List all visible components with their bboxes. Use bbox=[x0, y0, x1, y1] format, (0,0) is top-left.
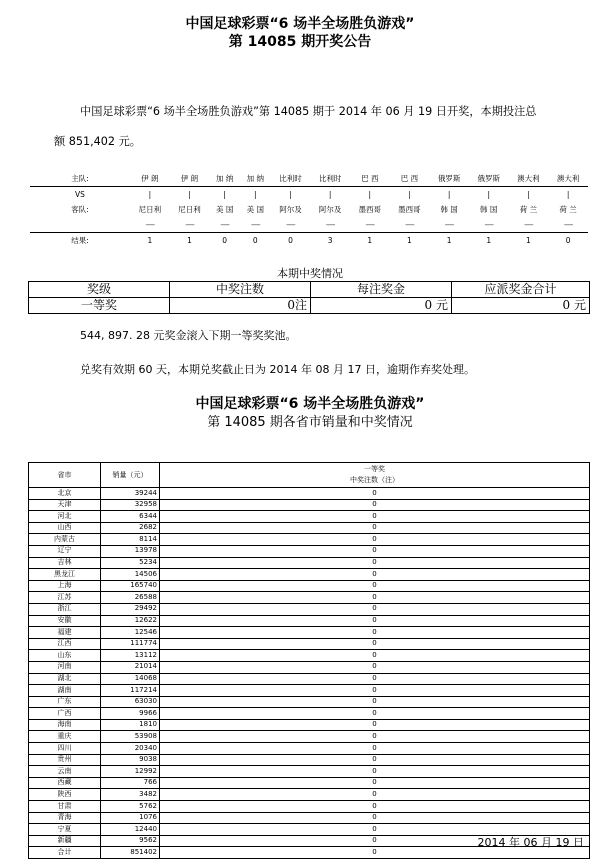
match-label-result: 结果: bbox=[71, 236, 89, 245]
match-vs-12: | bbox=[566, 190, 570, 199]
province-prize-count: 0 bbox=[160, 650, 590, 662]
match-label-home: 主队: bbox=[30, 171, 130, 187]
match-dash-7: ----- bbox=[350, 217, 390, 233]
match-result-5: 0 bbox=[288, 236, 293, 245]
province-prize-count: 0 bbox=[160, 638, 590, 650]
match-dash-8: ----- bbox=[390, 217, 430, 233]
match-dash-10: ----- bbox=[469, 217, 509, 233]
prize-header-count: 中奖注数 bbox=[170, 282, 311, 298]
province-name: 新疆 bbox=[29, 835, 101, 847]
match-away-3: 美 国 bbox=[215, 205, 234, 214]
match-away-12: 荷 兰 bbox=[559, 205, 577, 214]
province-name: 山西 bbox=[29, 522, 101, 534]
prize-total: 0 元 bbox=[452, 298, 590, 314]
match-vs-1: | bbox=[148, 190, 152, 199]
province-row bbox=[29, 777, 590, 789]
province-row bbox=[29, 557, 590, 569]
notice-paragraph-line2: 额 851,402 元。 bbox=[54, 135, 141, 148]
province-sales: 117214 bbox=[101, 685, 160, 697]
province-name: 湖北 bbox=[29, 673, 101, 685]
match-home-4: 加 纳 bbox=[240, 171, 271, 187]
province-prize-count: 0 bbox=[160, 661, 590, 673]
province-name: 江苏 bbox=[29, 592, 101, 604]
match-result-6: 3 bbox=[327, 236, 333, 245]
province-sales: 165740 bbox=[101, 580, 160, 592]
match-vs-3: | bbox=[223, 190, 226, 199]
match-away-4: 美 国 bbox=[246, 205, 264, 214]
province-sales: 9562 bbox=[101, 835, 160, 847]
match-away-5: 阿尔及 bbox=[279, 205, 302, 214]
province-prize-count: 0 bbox=[160, 719, 590, 731]
match-dash-3: ----- bbox=[209, 217, 240, 233]
province-sales: 2682 bbox=[101, 522, 160, 534]
province-sales: 12546 bbox=[101, 627, 160, 639]
province-row bbox=[29, 615, 590, 627]
province-name: 广西 bbox=[29, 708, 101, 720]
match-vs-5: | bbox=[289, 190, 292, 199]
province-name: 陕西 bbox=[29, 789, 101, 801]
province-row bbox=[29, 488, 590, 500]
province-prize-count: 0 bbox=[160, 708, 590, 720]
province-prize-count: 0 bbox=[160, 685, 590, 697]
province-row bbox=[29, 731, 590, 743]
match-away-10: 韩 国 bbox=[480, 205, 498, 214]
match-vs-11: | bbox=[527, 190, 530, 199]
province-name: 甘肃 bbox=[29, 801, 101, 813]
province-row bbox=[29, 545, 590, 557]
notice-paragraph-line1: 中国足球彩票“6 场半全场胜负游戏”第 14085 期于 2014 年 06 月 19 日开奖，本期投注总 bbox=[80, 105, 537, 118]
match-vs-6: | bbox=[328, 190, 332, 199]
province-prize-count: 0 bbox=[160, 801, 590, 813]
province-name: 安徽 bbox=[29, 615, 101, 627]
match-away-6: 阿尔及 bbox=[318, 205, 342, 214]
province-sales: 13112 bbox=[101, 650, 160, 662]
match-home-5: 比利时 bbox=[271, 171, 311, 187]
province-row bbox=[29, 592, 590, 604]
province-prize-count: 0 bbox=[160, 557, 590, 569]
notice-title: 中国足球彩票“6 场半全场胜负游戏” bbox=[185, 16, 415, 32]
province-sales: 12992 bbox=[101, 766, 160, 778]
match-home-6: 比利时 bbox=[310, 171, 350, 187]
match-result-12: 0 bbox=[565, 236, 571, 245]
match-away-9: 韩 国 bbox=[440, 205, 458, 214]
province-prize-count: 0 bbox=[160, 522, 590, 534]
match-label-away: 客队: bbox=[71, 205, 89, 214]
province-prize-count: 0 bbox=[160, 488, 590, 500]
province-name: 合计 bbox=[29, 847, 101, 859]
match-home-3: 加 纳 bbox=[209, 171, 240, 187]
match-row-home bbox=[30, 171, 588, 187]
province-sales: 63030 bbox=[101, 696, 160, 708]
province-sales: 1810 bbox=[101, 719, 160, 731]
match-label-vs: VS bbox=[75, 190, 85, 199]
province-name: 河北 bbox=[29, 511, 101, 523]
prize-caption: 本期中奖情况 bbox=[277, 267, 343, 280]
header-province: 省市 bbox=[29, 463, 101, 488]
province-name: 四川 bbox=[29, 743, 101, 755]
match-result-4: 0 bbox=[252, 236, 258, 245]
province-prize-count: 0 bbox=[160, 812, 590, 824]
province-sales: 3482 bbox=[101, 789, 160, 801]
province-name: 辽宁 bbox=[29, 545, 101, 557]
match-dash-11: ----- bbox=[509, 217, 549, 233]
match-home-11: 澳大利 bbox=[509, 171, 549, 187]
match-home-9: 俄罗斯 bbox=[429, 171, 469, 187]
match-result-3: 0 bbox=[222, 236, 228, 245]
prize-header-per: 每注奖金 bbox=[311, 282, 452, 298]
match-vs-4: | bbox=[254, 190, 257, 199]
province-row bbox=[29, 766, 590, 778]
province-row bbox=[29, 638, 590, 650]
match-result-10: 1 bbox=[486, 236, 492, 245]
province-prize-count: 0 bbox=[160, 847, 590, 859]
province-name: 黑龙江 bbox=[29, 569, 101, 581]
province-name: 广东 bbox=[29, 696, 101, 708]
redeem-note: 兑奖有效期 60 天，本期兑奖截止日为 2014 年 08 月 17 日，逾期作弃奖处理。 bbox=[80, 363, 475, 376]
province-sales: 851402 bbox=[101, 847, 160, 859]
match-vs-7: | bbox=[368, 190, 372, 199]
province-row bbox=[29, 534, 590, 546]
header-sales: 销量（元） bbox=[101, 463, 160, 488]
province-sales: 14506 bbox=[101, 569, 160, 581]
province-name: 重庆 bbox=[29, 731, 101, 743]
province-sales: 8114 bbox=[101, 534, 160, 546]
match-dash-5: ----- bbox=[271, 217, 311, 233]
match-dash-12: ----- bbox=[548, 217, 588, 233]
province-prize-count: 0 bbox=[160, 615, 590, 627]
province-prize-count: 0 bbox=[160, 835, 590, 847]
match-away-2: 尼日利 bbox=[178, 205, 201, 214]
prize-table bbox=[28, 281, 590, 314]
match-home-7: 巴 西 bbox=[350, 171, 390, 187]
province-prize-count: 0 bbox=[160, 592, 590, 604]
province-prize-count: 0 bbox=[160, 673, 590, 685]
match-away-8: 墨西哥 bbox=[398, 205, 421, 214]
province-prize-count: 0 bbox=[160, 511, 590, 523]
province-prize-count: 0 bbox=[160, 766, 590, 778]
province-name: 天津 bbox=[29, 499, 101, 511]
match-home-2: 伊 朗 bbox=[170, 171, 210, 187]
province-name: 贵州 bbox=[29, 754, 101, 766]
province-sales: 5234 bbox=[101, 557, 160, 569]
province-row bbox=[29, 754, 590, 766]
prize-row bbox=[29, 298, 590, 314]
header-first-prize bbox=[160, 463, 590, 488]
province-row bbox=[29, 580, 590, 592]
header-first-prize-line1: 一等奖 bbox=[364, 465, 385, 473]
match-away-1: 尼日利 bbox=[138, 205, 162, 214]
province-row bbox=[29, 627, 590, 639]
province-prize-count: 0 bbox=[160, 824, 590, 836]
province-name: 上海 bbox=[29, 580, 101, 592]
province-row bbox=[29, 522, 590, 534]
province-prize-count: 0 bbox=[160, 754, 590, 766]
province-name: 湖南 bbox=[29, 685, 101, 697]
match-row-vs bbox=[30, 187, 588, 203]
sales-subtitle: 第 14085 期各省市销量和中奖情况 bbox=[207, 415, 413, 430]
province-sales: 53908 bbox=[101, 731, 160, 743]
province-sales: 6344 bbox=[101, 511, 160, 523]
province-sales: 20340 bbox=[101, 743, 160, 755]
province-row bbox=[29, 661, 590, 673]
province-prize-count: 0 bbox=[160, 743, 590, 755]
match-dash-2: ----- bbox=[170, 217, 210, 233]
province-row bbox=[29, 696, 590, 708]
match-row-result bbox=[30, 233, 588, 249]
rollover-note: 544, 897. 28 元奖金滚入下期一等奖奖池。 bbox=[80, 329, 297, 342]
province-row bbox=[29, 650, 590, 662]
province-row bbox=[29, 511, 590, 523]
prize-header-level: 奖级 bbox=[29, 282, 170, 298]
province-prize-count: 0 bbox=[160, 696, 590, 708]
province-sales: 1076 bbox=[101, 812, 160, 824]
province-sales: 9966 bbox=[101, 708, 160, 720]
match-result-11: 1 bbox=[526, 236, 531, 245]
province-prize-count: 0 bbox=[160, 789, 590, 801]
province-sales: 14068 bbox=[101, 673, 160, 685]
province-name: 海南 bbox=[29, 719, 101, 731]
header-first-prize-line2: 中奖注数（注） bbox=[350, 476, 399, 484]
match-home-1: 伊 朗 bbox=[130, 171, 170, 187]
province-sales: 29492 bbox=[101, 603, 160, 615]
match-home-12: 澳大利 bbox=[548, 171, 588, 187]
match-table bbox=[30, 171, 588, 248]
match-vs-10: | bbox=[487, 190, 490, 199]
province-prize-count: 0 bbox=[160, 627, 590, 639]
match-dash-4: ----- bbox=[240, 217, 271, 233]
province-name: 云南 bbox=[29, 766, 101, 778]
province-row bbox=[29, 708, 590, 720]
province-sales: 12440 bbox=[101, 824, 160, 836]
province-name: 青海 bbox=[29, 812, 101, 824]
prize-header-total: 应派奖金合计 bbox=[452, 282, 590, 298]
province-sales: 21014 bbox=[101, 661, 160, 673]
notice-subtitle: 第 14085 期开奖公告 bbox=[228, 34, 372, 50]
match-label-dash bbox=[30, 217, 130, 233]
sales-title: 中国足球彩票“6 场半全场胜负游戏” bbox=[195, 396, 425, 412]
match-result-2: 1 bbox=[187, 236, 192, 245]
match-result-9: 1 bbox=[446, 236, 452, 245]
province-prize-count: 0 bbox=[160, 534, 590, 546]
province-prize-count: 0 bbox=[160, 603, 590, 615]
province-sales: 13978 bbox=[101, 545, 160, 557]
province-prize-count: 0 bbox=[160, 731, 590, 743]
province-name: 江西 bbox=[29, 638, 101, 650]
prize-count: 0注 bbox=[170, 298, 311, 314]
footer-date: 2014 年 06 月 19 日 bbox=[477, 836, 584, 849]
match-dash-6: ----- bbox=[310, 217, 350, 233]
province-name: 福建 bbox=[29, 627, 101, 639]
province-sales: 9038 bbox=[101, 754, 160, 766]
match-vs-8: | bbox=[408, 190, 411, 199]
province-name: 河南 bbox=[29, 661, 101, 673]
province-sales: 12622 bbox=[101, 615, 160, 627]
province-row bbox=[29, 603, 590, 615]
province-name: 北京 bbox=[29, 488, 101, 500]
province-sales-table bbox=[28, 462, 590, 859]
prize-per: 0 元 bbox=[311, 298, 452, 314]
province-row bbox=[29, 569, 590, 581]
prize-level: 一等奖 bbox=[29, 298, 170, 314]
province-prize-count: 0 bbox=[160, 499, 590, 511]
province-name: 宁夏 bbox=[29, 824, 101, 836]
match-away-11: 荷 兰 bbox=[519, 205, 538, 214]
province-name: 山东 bbox=[29, 650, 101, 662]
province-sales: 39244 bbox=[101, 488, 160, 500]
province-name: 吉林 bbox=[29, 557, 101, 569]
match-result-8: 1 bbox=[407, 236, 412, 245]
province-sales: 5762 bbox=[101, 801, 160, 813]
match-home-10: 俄罗斯 bbox=[469, 171, 509, 187]
province-prize-count: 0 bbox=[160, 777, 590, 789]
match-row-away bbox=[30, 202, 588, 217]
match-away-7: 墨西哥 bbox=[358, 205, 382, 214]
match-vs-2: | bbox=[188, 190, 191, 199]
province-table-header bbox=[29, 463, 590, 488]
match-result-7: 1 bbox=[367, 236, 373, 245]
province-name: 浙江 bbox=[29, 603, 101, 615]
province-row bbox=[29, 685, 590, 697]
province-sales: 111774 bbox=[101, 638, 160, 650]
province-row bbox=[29, 719, 590, 731]
province-name: 内蒙古 bbox=[29, 534, 101, 546]
match-dash-9: ----- bbox=[429, 217, 469, 233]
province-row bbox=[29, 812, 590, 824]
province-sales: 766 bbox=[101, 777, 160, 789]
province-row bbox=[29, 743, 590, 755]
match-dash-1: ----- bbox=[130, 217, 170, 233]
province-prize-count: 0 bbox=[160, 580, 590, 592]
match-row-dash bbox=[30, 217, 588, 233]
match-home-8: 巴 西 bbox=[390, 171, 430, 187]
province-sales: 26588 bbox=[101, 592, 160, 604]
province-row bbox=[29, 499, 590, 511]
province-row bbox=[29, 789, 590, 801]
match-vs-9: | bbox=[447, 190, 451, 199]
match-result-1: 1 bbox=[147, 236, 153, 245]
province-prize-count: 0 bbox=[160, 545, 590, 557]
province-row bbox=[29, 801, 590, 813]
province-row bbox=[29, 673, 590, 685]
province-prize-count: 0 bbox=[160, 569, 590, 581]
province-sales: 32958 bbox=[101, 499, 160, 511]
province-name: 西藏 bbox=[29, 777, 101, 789]
